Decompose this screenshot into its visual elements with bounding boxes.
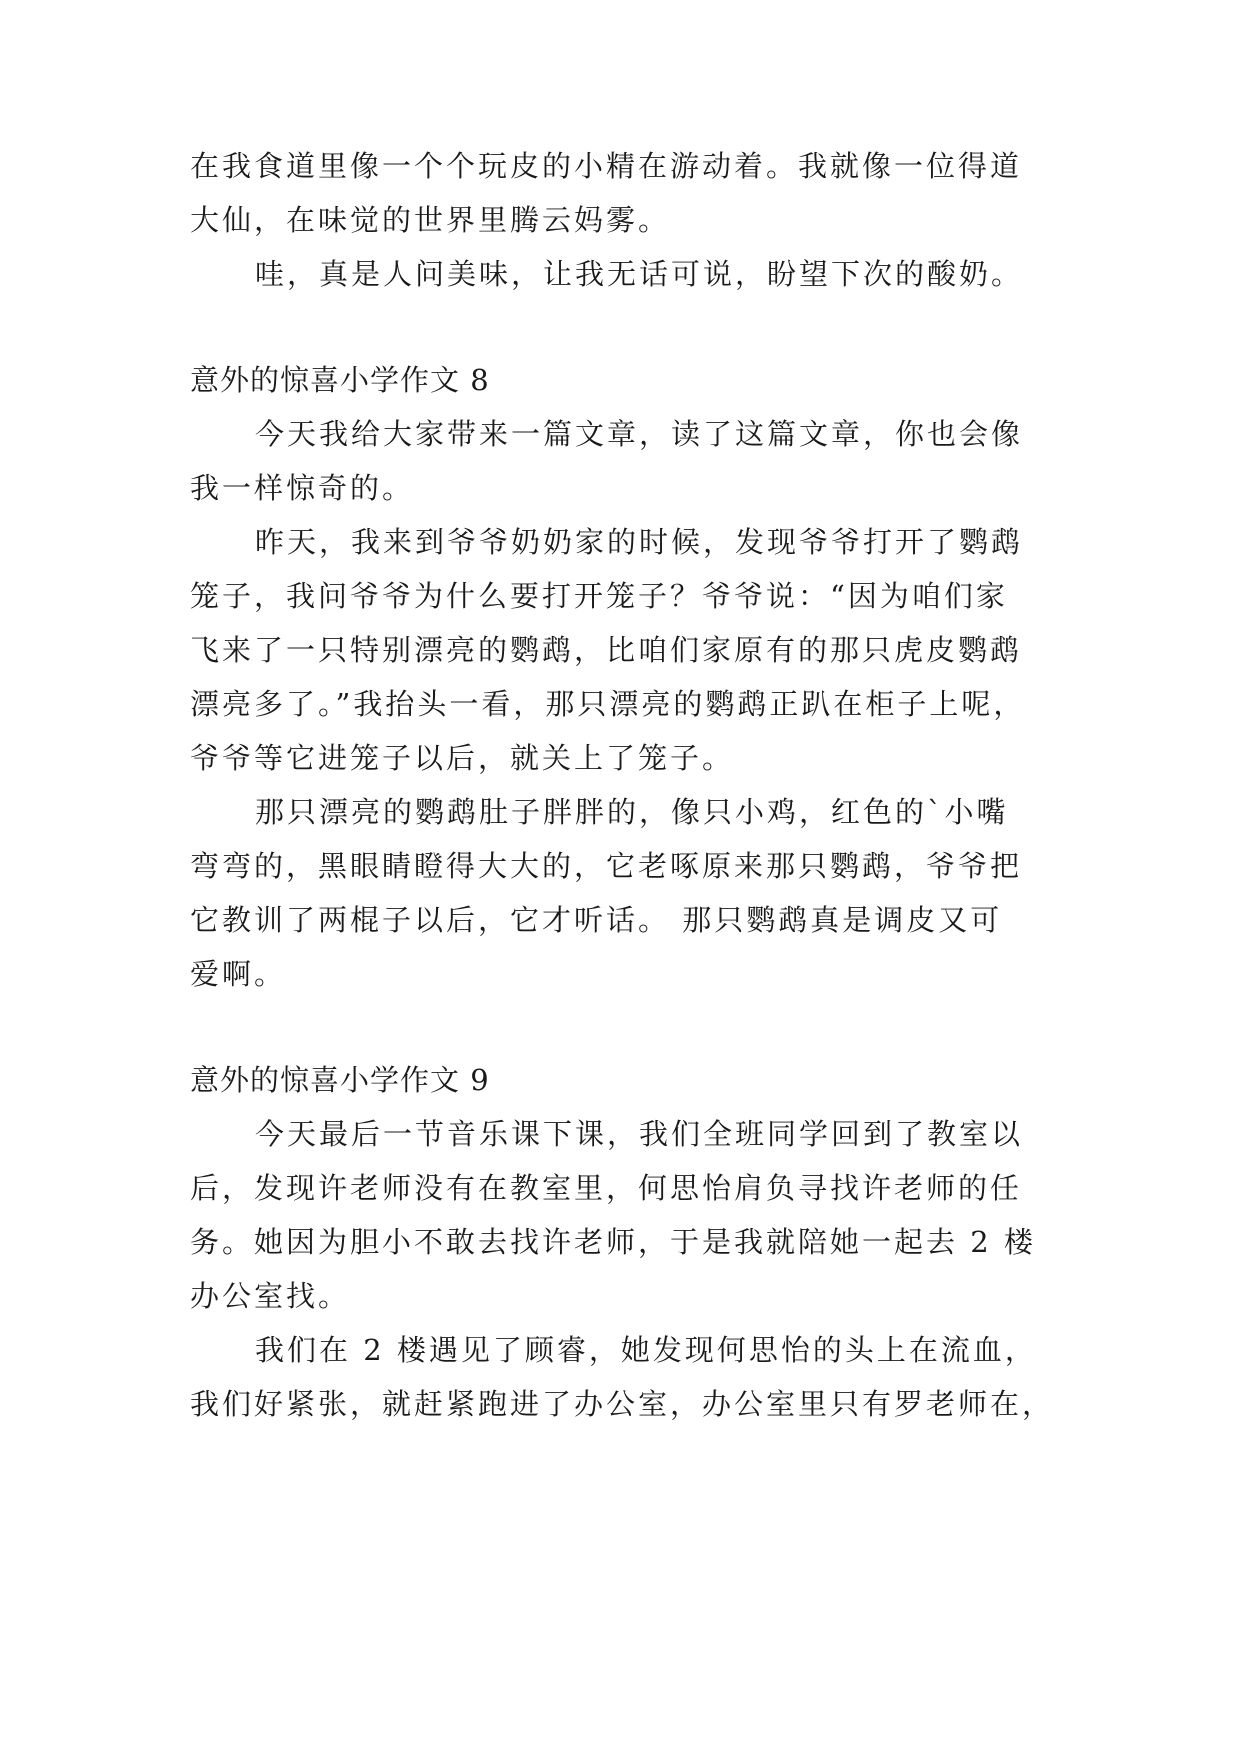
text-line: 办公室找。 xyxy=(190,1279,351,1313)
text-line: 务。她因为胆小不敢去找许老师，于是我就陪她一起去 2 楼 xyxy=(190,1225,1036,1259)
text-line: 后，发现许老师没有在教室里，何思怡肩负寻找许老师的任 xyxy=(190,1171,1023,1205)
text-line: 在我食道里像一个个玩皮的小精在游动着。我就像一位得道 xyxy=(190,149,1023,183)
section-title: 意外的惊喜小学作文 9 xyxy=(190,1063,490,1097)
text-line: 漂亮多了。”我抬头一看，那只漂亮的鹦鹉正趴在柜子上呢， xyxy=(190,687,1026,721)
paragraph-first-line: 今天我给大家带来一篇文章，读了这篇文章，你也会像 xyxy=(255,417,1024,451)
text-line: 爱啊。 xyxy=(190,957,287,991)
paragraph-first-line: 那只漂亮的鹦鹉肚子胖胖的，像只小鸡，红色的`小嘴 xyxy=(255,795,1009,829)
text-line: 笼子，我问爷爷为什么要打开笼子？爷爷说：“因为咱们家 xyxy=(190,579,1008,613)
text-line: 弯弯的，黑眼睛瞪得大大的，它老啄原来那只鹦鹉，爷爷把 xyxy=(190,849,1023,883)
text-line: 我们好紧张，就赶紧跑进了办公室，办公室里只有罗老师在， xyxy=(190,1387,1055,1421)
text-line: 大仙，在味觉的世界里腾云妈雾。 xyxy=(190,203,671,237)
paragraph-first-line: 哇，真是人问美味，让我无话可说，盼望下次的酸奶。 xyxy=(255,257,1024,291)
paragraph-first-line: 昨天，我来到爷爷奶奶家的时候，发现爷爷打开了鹦鹉 xyxy=(255,525,1024,559)
text-line: 它教训了两棍子以后，它才听话。 那只鹦鹉真是调皮又可 xyxy=(190,903,1003,937)
text-line: 爷爷等它进笼子以后，就关上了笼子。 xyxy=(190,741,735,775)
paragraph-first-line: 我们在 2 楼遇见了顾睿，她发现何思怡的头上在流血， xyxy=(255,1333,1037,1367)
paragraph-first-line: 今天最后一节音乐课下课，我们全班同学回到了教室以 xyxy=(255,1117,1024,1151)
text-line: 飞来了一只特别漂亮的鹦鹉，比咱们家原有的那只虎皮鹦鹉 xyxy=(190,633,1023,667)
section-title: 意外的惊喜小学作文 8 xyxy=(190,363,490,397)
text-line: 我一样惊奇的。 xyxy=(190,471,415,505)
